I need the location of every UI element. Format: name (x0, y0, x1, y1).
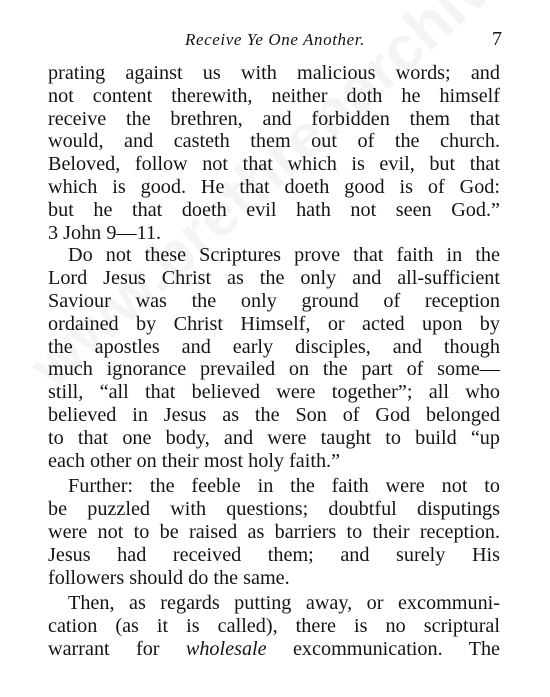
text-line: not content therewith, neither doth he himself (48, 84, 500, 107)
emphasis-text: wholesale (185, 637, 267, 660)
text-line: Lord Jesus Christ as the only and all-sufficient (48, 267, 500, 290)
text-line: the apostles and early disciples, and though (48, 335, 500, 358)
text-line: Then, as regards putting away, or excommuni- (68, 592, 500, 615)
text-line: still, “all that believed were together”; all who (48, 381, 500, 404)
text-line: Do not these Scriptures prove that faith in the (68, 244, 500, 267)
text-line: receive the brethren, and forbidden them that (48, 107, 500, 130)
text-line: believed in Jesus as the Son of God belonged (48, 403, 500, 426)
text-line: Further: the feeble in the faith were not to (68, 475, 500, 498)
text-line: which is good. He that doeth good is of God: (48, 175, 500, 198)
text-run: warrant for (48, 637, 186, 660)
text-run: excommunication. The (266, 637, 501, 660)
text-line: 3 John 9—11. (48, 221, 162, 244)
paragraph-3 (48, 475, 500, 589)
text-line: would, and casteth them out of the church. (48, 130, 500, 153)
text-line: but he that doeth evil hath not seen God.” (48, 198, 500, 221)
text-line: each other on their most holy faith.” (48, 449, 341, 472)
text-line: Beloved, follow not that which is evil, but that (48, 153, 500, 176)
text-line: much ignorance prevailed on the part of some— (48, 358, 500, 381)
running-title: Receive Ye One Another. (185, 30, 365, 49)
text-line: be puzzled with questions; doubtful disputings (48, 498, 500, 521)
text-line: prating against us with malicious words; and (48, 62, 500, 84)
text-line: Jesus had received them; and surely His (48, 543, 500, 566)
text-line: cation (as it is called), there is no scriptural (48, 615, 500, 638)
text-line: were not to be raised as barriers to their reception. (48, 520, 500, 543)
body-text (48, 62, 500, 661)
text-line: followers should do the same. (48, 566, 290, 589)
text-line-mixed (48, 638, 500, 661)
text-line: ordained by Christ Himself, or acted upon by (48, 312, 500, 335)
paragraph-4 (48, 592, 500, 660)
page-number: 7 (492, 28, 502, 50)
paragraph-1 (48, 62, 500, 244)
text-line: to that one body, and were taught to build “up (48, 426, 500, 449)
text-line: Saviour was the only ground of reception (48, 289, 500, 312)
running-head (0, 30, 550, 54)
paragraph-2 (48, 244, 500, 472)
